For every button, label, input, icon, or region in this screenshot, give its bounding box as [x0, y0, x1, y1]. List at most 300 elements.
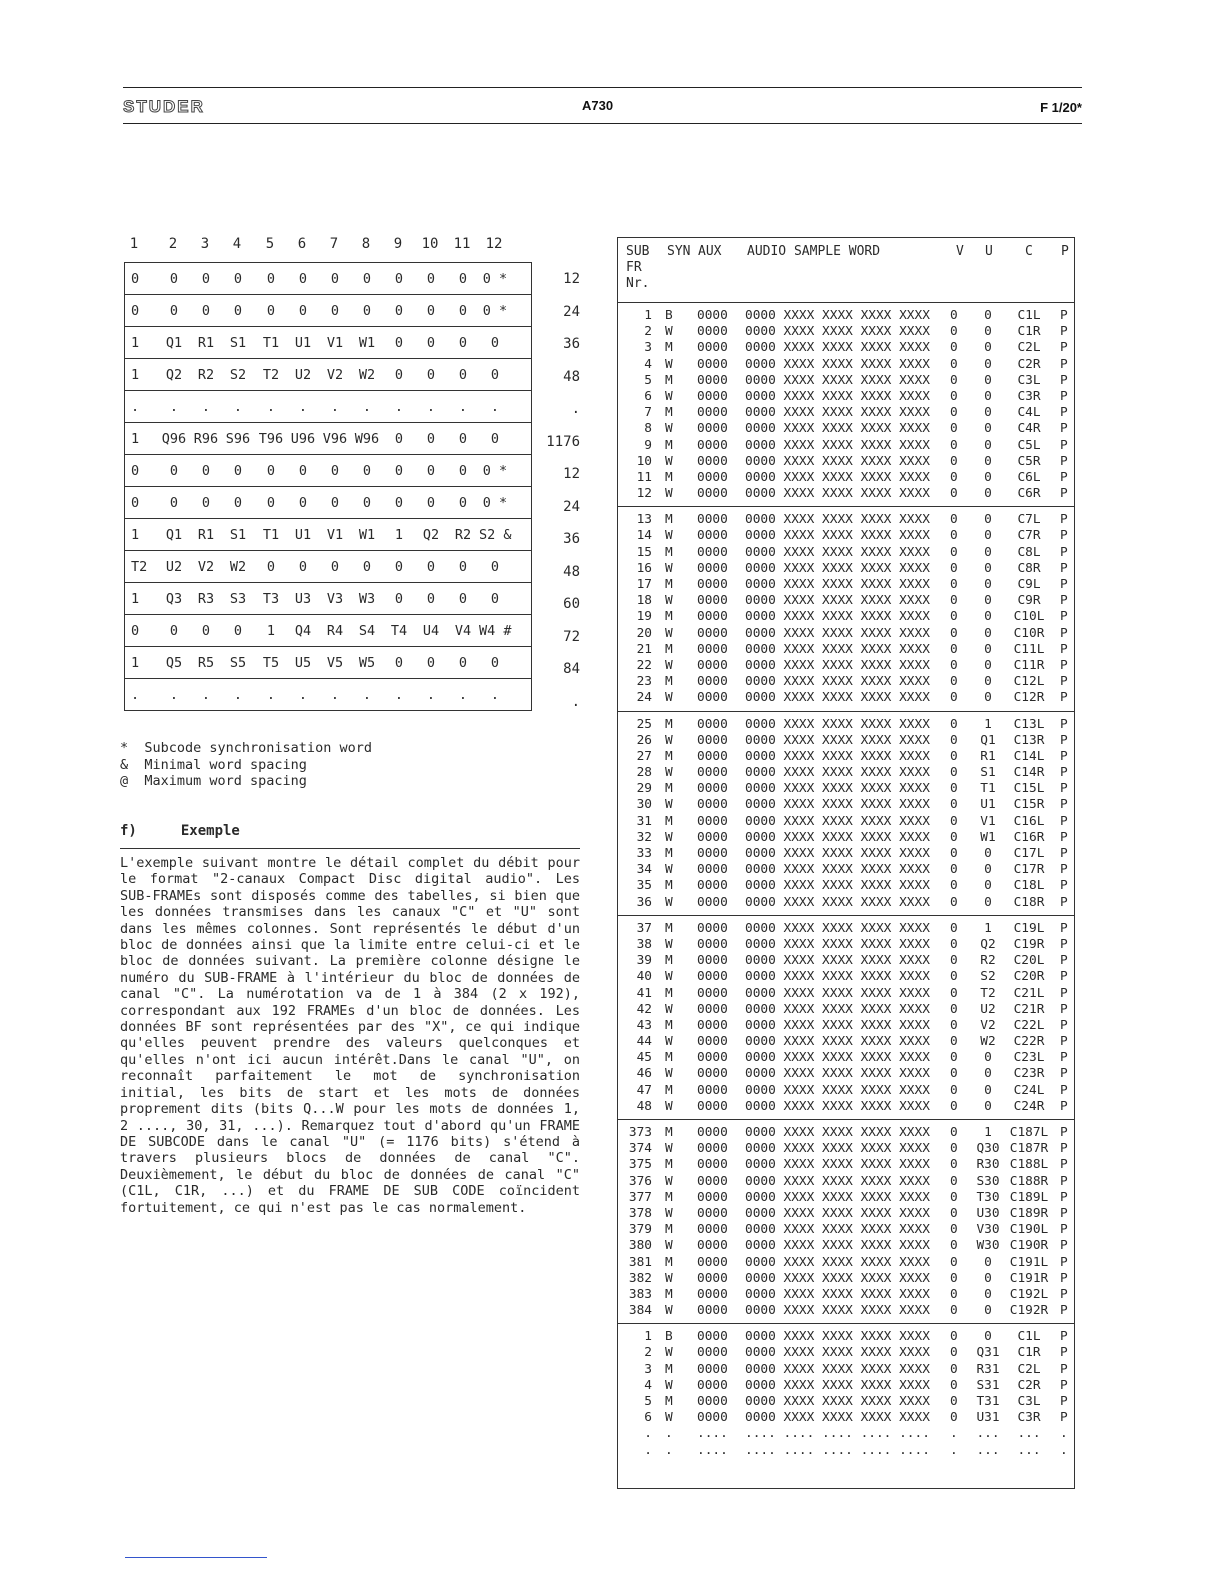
audio-sample-word: 0000 XXXX XXXX XXXX XXXX — [745, 1066, 930, 1082]
user-bit: W1 — [980, 829, 996, 845]
subframe-row — [618, 340, 1074, 356]
aux-bits: 0000 — [697, 486, 728, 502]
subframe-blocks — [618, 303, 1074, 1463]
channel-status: C12L — [1013, 674, 1045, 690]
frame-cell: T2 — [262, 367, 280, 383]
validity-bit: 0 — [950, 732, 958, 748]
frame-cell: 0 — [266, 303, 276, 319]
subframe-number: . — [644, 1442, 652, 1458]
sync-preamble: M — [665, 405, 673, 421]
frame-cell: 0 — [394, 559, 404, 575]
subframe-row — [618, 308, 1074, 324]
subframe-number: 384 — [628, 1303, 652, 1319]
aux-bits: 0000 — [697, 372, 728, 388]
subframe-block — [618, 303, 1074, 507]
frame-cell: R4 — [326, 623, 344, 639]
audio-sample-word: 0000 XXXX XXXX XXXX XXXX — [745, 1286, 930, 1302]
channel-status: C18L — [1013, 878, 1045, 894]
subframe-row — [618, 1426, 1074, 1442]
audio-sample-word: 0000 XXXX XXXX XXXX XXXX — [745, 1345, 930, 1361]
bit-count: 72 — [563, 628, 580, 645]
frame-cell: R96 — [193, 431, 219, 447]
audio-sample-word: 0000 XXXX XXXX XXXX XXXX — [745, 797, 930, 813]
user-bit: 0 — [984, 1270, 992, 1286]
channel-status: C10R — [1013, 625, 1045, 641]
frame-cell: 0 — [233, 303, 243, 319]
subframe-row — [618, 421, 1074, 437]
subframe-row — [618, 765, 1074, 781]
subframe-row — [618, 1125, 1074, 1141]
subframe-row — [618, 921, 1074, 937]
parity-bit: P — [1060, 1034, 1068, 1050]
frame-cell: 0 — [131, 495, 140, 511]
page-number: F 1/20* — [1040, 100, 1082, 115]
subframe-number: 7 — [644, 405, 652, 421]
aux-bits: 0000 — [697, 862, 728, 878]
validity-bit: 0 — [950, 1066, 958, 1082]
subframe-number: 376 — [628, 1173, 652, 1189]
validity-bit: 0 — [950, 1098, 958, 1114]
subframe-row — [618, 1206, 1074, 1222]
user-bit: 0 — [984, 421, 992, 437]
frame-cell: 1 — [131, 431, 140, 447]
aux-bits: 0000 — [697, 716, 728, 732]
subframe-number: 12 — [636, 486, 652, 502]
aux-bits: 0000 — [697, 609, 728, 625]
aux-bits: 0000 — [697, 405, 728, 421]
bit-count: . — [571, 401, 580, 417]
user-bit: R2 — [980, 953, 996, 969]
validity-bit: 0 — [950, 1238, 958, 1254]
subframe-number: 378 — [628, 1205, 652, 1221]
frame-row — [125, 551, 531, 583]
parity-bit: P — [1060, 716, 1068, 732]
frame-cell: V2 — [326, 367, 344, 383]
sync-preamble: W — [665, 1238, 673, 1254]
frame-cell: 0 — [201, 623, 211, 639]
section-title: Exemple — [180, 823, 240, 839]
frame-row — [125, 615, 531, 647]
subframe-row — [618, 1255, 1074, 1271]
frame-cell: U2 — [165, 559, 183, 575]
validity-bit: 0 — [950, 1377, 958, 1393]
user-bit: 0 — [984, 544, 992, 560]
parity-bit: P — [1060, 878, 1068, 894]
frame-cell: . — [298, 399, 308, 415]
validity-bit: 0 — [950, 577, 958, 592]
header-bottom-rule — [123, 123, 1082, 124]
user-bit: 0 — [984, 437, 992, 453]
frame-cell: . — [426, 399, 436, 415]
sync-preamble: B — [665, 308, 673, 323]
subframe-number: 381 — [628, 1254, 652, 1270]
subframe-number: 13 — [636, 512, 652, 528]
header-v: V — [956, 244, 964, 259]
validity-bit: 0 — [950, 1173, 958, 1189]
subframe-number: 379 — [628, 1222, 652, 1238]
user-bit: T30 — [976, 1189, 1000, 1205]
subframe-row — [618, 1157, 1074, 1173]
aux-bits: 0000 — [697, 690, 728, 706]
subframe-number: 40 — [636, 969, 652, 985]
parity-bit: P — [1060, 1238, 1068, 1254]
audio-sample-word: .... .... .... .... .... — [745, 1426, 930, 1442]
frame-cell: 0 — [394, 335, 404, 351]
subframe-number: 1 — [644, 308, 652, 323]
parity-bit: P — [1060, 1001, 1068, 1017]
user-bit: 0 — [984, 1066, 992, 1082]
channel-status: C13L — [1013, 716, 1045, 732]
user-bit: 0 — [984, 340, 992, 356]
parity-bit: P — [1060, 1050, 1068, 1066]
parity-bit: P — [1060, 690, 1068, 706]
parity-bit: P — [1060, 437, 1068, 453]
subframe-row — [618, 1002, 1074, 1018]
subframe-number: 380 — [628, 1238, 652, 1254]
frame-cell: 0 * — [482, 495, 508, 511]
frame-cell: 0 — [330, 463, 340, 479]
channel-status: C190R — [1009, 1238, 1049, 1254]
frame-cell: V2 — [197, 559, 215, 575]
aux-bits: 0000 — [697, 1377, 728, 1393]
aux-bits: 0000 — [697, 388, 728, 404]
channel-status: C9L — [1017, 577, 1041, 592]
subframe-number: 2 — [644, 324, 652, 340]
subframe-row — [618, 953, 1074, 969]
channel-status: C1L — [1017, 308, 1041, 323]
channel-status: C22L — [1013, 1017, 1045, 1033]
parity-bit: P — [1060, 324, 1068, 340]
aux-bits: 0000 — [697, 674, 728, 690]
header-u: U — [985, 244, 993, 259]
user-bit: 1 — [984, 1125, 992, 1140]
channel-status: C190L — [1009, 1222, 1049, 1238]
frame-cell: . — [233, 687, 243, 703]
parity-bit: P — [1060, 1066, 1068, 1082]
parity-bit: P — [1060, 1205, 1068, 1221]
audio-sample-word: 0000 XXXX XXXX XXXX XXXX — [745, 641, 930, 657]
parity-bit: P — [1060, 920, 1068, 936]
sync-preamble: M — [665, 1254, 673, 1270]
subframe-number: 24 — [636, 690, 652, 706]
bit-count: 36 — [563, 336, 580, 352]
section-heading — [120, 823, 240, 839]
frame-cell: 0 — [458, 559, 468, 575]
parity-bit: P — [1060, 862, 1068, 878]
frame-cell: S1 — [229, 335, 247, 351]
parity-bit: P — [1060, 1157, 1068, 1173]
parity-bit: P — [1060, 1377, 1068, 1393]
aux-bits: 0000 — [697, 829, 728, 845]
subframe-number: 4 — [644, 356, 652, 372]
frame-cell: 0 — [490, 559, 500, 575]
frame-cell: Q2 — [422, 527, 440, 543]
user-bit: 0 — [984, 846, 992, 861]
channel-status: C187R — [1009, 1141, 1049, 1157]
channel-status: C12R — [1013, 690, 1045, 706]
channel-status: C1R — [1017, 1345, 1041, 1361]
aux-bits: 0000 — [697, 1082, 728, 1098]
subframe-number: 3 — [644, 1361, 652, 1377]
frame-cell: 0 — [426, 335, 436, 351]
validity-bit: 0 — [950, 953, 958, 969]
validity-bit: 0 — [950, 593, 958, 609]
sync-preamble: M — [665, 878, 673, 894]
aux-bits: .... — [697, 1442, 728, 1458]
frame-cell: . — [169, 687, 179, 703]
subframe-number: 42 — [636, 1001, 652, 1017]
subframe-number: 35 — [636, 878, 652, 894]
parity-bit: P — [1060, 732, 1068, 748]
aux-bits: 0000 — [697, 920, 728, 936]
frame-cell: 0 — [394, 431, 404, 447]
audio-sample-word: 0000 XXXX XXXX XXXX XXXX — [745, 674, 930, 690]
frame-cell: 0 — [131, 271, 140, 287]
frame-cell: Q5 — [165, 655, 183, 671]
frame-cell: 0 — [394, 495, 404, 511]
channel-status: C16R — [1013, 829, 1045, 845]
channel-status: C24R — [1013, 1098, 1045, 1114]
parity-bit: P — [1060, 674, 1068, 690]
subframe-row — [618, 486, 1074, 502]
audio-sample-word: 0000 XXXX XXXX XXXX XXXX — [745, 405, 930, 421]
audio-sample-word: 0000 XXXX XXXX XXXX XXXX — [745, 716, 930, 732]
subframe-row — [618, 528, 1074, 544]
user-bit: 0 — [984, 878, 992, 894]
audio-sample-word: 0000 XXXX XXXX XXXX XXXX — [745, 781, 930, 797]
aux-bits: 0000 — [697, 1098, 728, 1114]
column-header: 7 — [329, 236, 339, 252]
sync-preamble: W — [665, 388, 673, 404]
header-fr: FR — [626, 260, 642, 275]
frame-cell: 0 — [426, 463, 436, 479]
column-header: 12 — [485, 236, 503, 252]
sync-preamble: W — [665, 829, 673, 845]
audio-sample-word: 0000 XXXX XXXX XXXX XXXX — [745, 486, 930, 502]
frame-cell: 0 — [169, 623, 179, 639]
subframe-number: 39 — [636, 953, 652, 969]
aux-bits: 0000 — [697, 641, 728, 657]
user-bit: 0 — [984, 405, 992, 421]
aux-bits: 0000 — [697, 732, 728, 748]
frame-cell: 0 — [426, 559, 436, 575]
column-header: 4 — [232, 236, 242, 252]
aux-bits: 0000 — [697, 969, 728, 985]
sync-preamble: W — [665, 1345, 673, 1361]
parity-bit: P — [1060, 1082, 1068, 1098]
validity-bit: 0 — [950, 1270, 958, 1286]
frame-cell: 0 — [362, 303, 372, 319]
subcode-frame-table — [124, 262, 532, 711]
validity-bit: 0 — [950, 641, 958, 657]
channel-status: ... — [1017, 1442, 1041, 1458]
frame-cell: Q96 — [161, 431, 187, 447]
subframe-number: 37 — [636, 920, 652, 936]
frame-cell: 0 — [362, 463, 372, 479]
header-syn: SYN — [667, 244, 691, 259]
sync-preamble: W — [665, 593, 673, 609]
aux-bits: 0000 — [697, 324, 728, 340]
subframe-row — [618, 1287, 1074, 1303]
channel-status: C24L — [1013, 1082, 1045, 1098]
subframe-table — [617, 237, 1075, 1489]
frame-cell: W2 — [358, 367, 376, 383]
subframe-row — [618, 717, 1074, 733]
subframe-row — [618, 1174, 1074, 1190]
channel-status: C192R — [1009, 1303, 1049, 1319]
subframe-number: 38 — [636, 936, 652, 952]
audio-sample-word: 0000 XXXX XXXX XXXX XXXX — [745, 1303, 930, 1319]
sync-preamble: M — [665, 1050, 673, 1066]
subframe-number: 19 — [636, 609, 652, 625]
aux-bits: 0000 — [697, 1066, 728, 1082]
sync-preamble: M — [665, 953, 673, 969]
audio-sample-word: 0000 XXXX XXXX XXXX XXXX — [745, 1001, 930, 1017]
sync-preamble: M — [665, 674, 673, 690]
validity-bit: 0 — [950, 372, 958, 388]
subframe-number: 5 — [644, 372, 652, 388]
validity-bit: 0 — [950, 308, 958, 323]
parity-bit: P — [1060, 1141, 1068, 1157]
subframe-row — [618, 1066, 1074, 1082]
header-top-rule — [123, 87, 1082, 88]
frame-cell: 0 — [266, 271, 276, 287]
bit-count: . — [571, 693, 580, 710]
frame-cell: W5 — [358, 655, 376, 671]
user-bit: R30 — [976, 1157, 1000, 1173]
audio-sample-word: 0000 XXXX XXXX XXXX XXXX — [745, 862, 930, 878]
frame-cell: U5 — [294, 655, 312, 671]
parity-bit: P — [1060, 894, 1068, 910]
sync-preamble: . — [665, 1426, 673, 1442]
parity-bit: P — [1060, 340, 1068, 356]
frame-cell: 0 — [330, 495, 340, 511]
subframe-number: 45 — [636, 1050, 652, 1066]
subframe-number: 373 — [628, 1125, 652, 1140]
subframe-row — [618, 814, 1074, 830]
frame-cell: R5 — [197, 655, 215, 671]
frame-cell: T4 — [390, 623, 408, 639]
subframe-row — [618, 512, 1074, 528]
parity-bit: P — [1060, 781, 1068, 797]
frame-cell: 0 — [233, 271, 243, 287]
sync-preamble: W — [665, 486, 673, 502]
aux-bits: 0000 — [697, 1329, 728, 1345]
validity-bit: 0 — [950, 512, 958, 528]
footer-line — [125, 1557, 267, 1558]
parity-bit: P — [1060, 544, 1068, 560]
parity-bit: P — [1060, 657, 1068, 673]
sync-preamble: M — [665, 985, 673, 1001]
parity-bit: . — [1060, 1442, 1068, 1458]
subframe-row — [618, 1443, 1074, 1459]
frame-cell: V3 — [326, 591, 344, 607]
subframe-row — [618, 1141, 1074, 1157]
sync-preamble: M — [665, 846, 673, 861]
sync-preamble: W — [665, 528, 673, 544]
validity-bit: 0 — [950, 1125, 958, 1140]
aux-bits: .... — [697, 1426, 728, 1442]
user-bit: 0 — [984, 577, 992, 592]
aux-bits: 0000 — [697, 748, 728, 764]
sync-preamble: B — [665, 1329, 673, 1345]
validity-bit: 0 — [950, 748, 958, 764]
user-bit: ... — [976, 1426, 1000, 1442]
frame-row — [125, 455, 531, 487]
subframe-number: 1 — [644, 1329, 652, 1345]
frame-cell: W1 — [358, 527, 376, 543]
sync-preamble: W — [665, 1205, 673, 1221]
frame-cell: 0 — [362, 559, 372, 575]
audio-sample-word: 0000 XXXX XXXX XXXX XXXX — [745, 1205, 930, 1221]
subframe-row — [618, 470, 1074, 486]
frame-cell: . — [362, 687, 372, 703]
frame-cell: V4 — [454, 623, 472, 639]
audio-sample-word: 0000 XXXX XXXX XXXX XXXX — [745, 388, 930, 404]
sync-preamble: M — [665, 609, 673, 625]
parity-bit: P — [1060, 560, 1068, 576]
channel-status: C3L — [1017, 372, 1041, 388]
validity-bit: 0 — [950, 1157, 958, 1173]
validity-bit: 0 — [950, 969, 958, 985]
subframe-block — [618, 507, 1074, 711]
user-bit: W2 — [980, 1034, 996, 1050]
subframe-number: 46 — [636, 1066, 652, 1082]
subframe-block — [618, 1324, 1074, 1463]
user-bit: 0 — [984, 372, 992, 388]
validity-bit: 0 — [950, 1410, 958, 1426]
channel-status: C15L — [1013, 781, 1045, 797]
subframe-number: 382 — [628, 1270, 652, 1286]
parity-bit: P — [1060, 797, 1068, 813]
parity-bit: P — [1060, 765, 1068, 781]
frame-cell: V1 — [326, 527, 344, 543]
sync-preamble: M — [665, 1189, 673, 1205]
subframe-number: 377 — [628, 1189, 652, 1205]
frame-cell: U96 — [290, 431, 316, 447]
subframe-row — [618, 878, 1074, 894]
frame-cell: . — [458, 687, 468, 703]
frame-cell: V5 — [326, 655, 344, 671]
subframe-row — [618, 1190, 1074, 1206]
aux-bits: 0000 — [697, 1394, 728, 1409]
aux-bits: 0000 — [697, 1001, 728, 1017]
frame-cell: . — [266, 687, 276, 703]
subframe-number: 28 — [636, 765, 652, 781]
subframe-row — [618, 561, 1074, 577]
frame-cell: 0 — [169, 463, 179, 479]
validity-bit: 0 — [950, 453, 958, 469]
subframe-number: 34 — [636, 862, 652, 878]
frame-cell: 0 — [169, 495, 179, 511]
subframe-number: 27 — [636, 748, 652, 764]
sync-preamble: W — [665, 421, 673, 437]
audio-sample-word: 0000 XXXX XXXX XXXX XXXX — [745, 1098, 930, 1114]
frame-row — [125, 647, 531, 679]
frame-row — [125, 359, 531, 391]
channel-status: C23L — [1013, 1050, 1045, 1066]
validity-bit: 0 — [950, 388, 958, 404]
validity-bit: 0 — [950, 1303, 958, 1319]
validity-bit: 0 — [950, 765, 958, 781]
frame-cell: R2 — [197, 367, 215, 383]
frame-row — [125, 391, 531, 423]
sync-preamble: M — [665, 1125, 673, 1140]
subframe-row — [618, 405, 1074, 421]
frame-cell: W4 # — [479, 623, 512, 639]
channel-status: C3R — [1017, 1410, 1041, 1426]
body-paragraph: L'exemple suivant montre le détail complet du débit pour le format "2-canaux Compact Disc digital audio". Les SUB-FRAMEs sont disposés comme des tabelles, si bien que les données transmises dans les canaux "C" et "U" sont dans les mêmes colonnes. Sont représentés le début d'un bloc de données ainsi que la limite entre celui-ci et le bloc de données suivant. La première colonne désigne le numéro du SUB-FRAME à l'intérieur du bloc de données de canal "C". La numérotation va de 1 à 384 (2 x 192), correspondant aux 192 FRAMEs d'un bloc de données. Les données BF sont représentées par des "X", ce qui indique qu'elles peuvent prendre des valeurs quelconques et qu'elles n'ont ici aucun intérêt.Dans le canal "U", on reconnaît parfaitement le mot de synchronisation initial, les bits de start et les mots de données proprement dits (bits Q...W pour les mots de données 1, 2 ...., 30, 31, ...). Remarquez tout d'abord qu'un FRAME DE SUBCODE dans le canal "U" (= 1176 bits) s'étend à travers plusieurs blocs de données de canal "C". Deuxièmement, le début du bloc de données de canal "C" (C1L, C1R, ...) et du FRAME DE SUB CODE coïncident fortuitement, ce qui n'est pas le cas normalement. — [120, 855, 580, 1216]
